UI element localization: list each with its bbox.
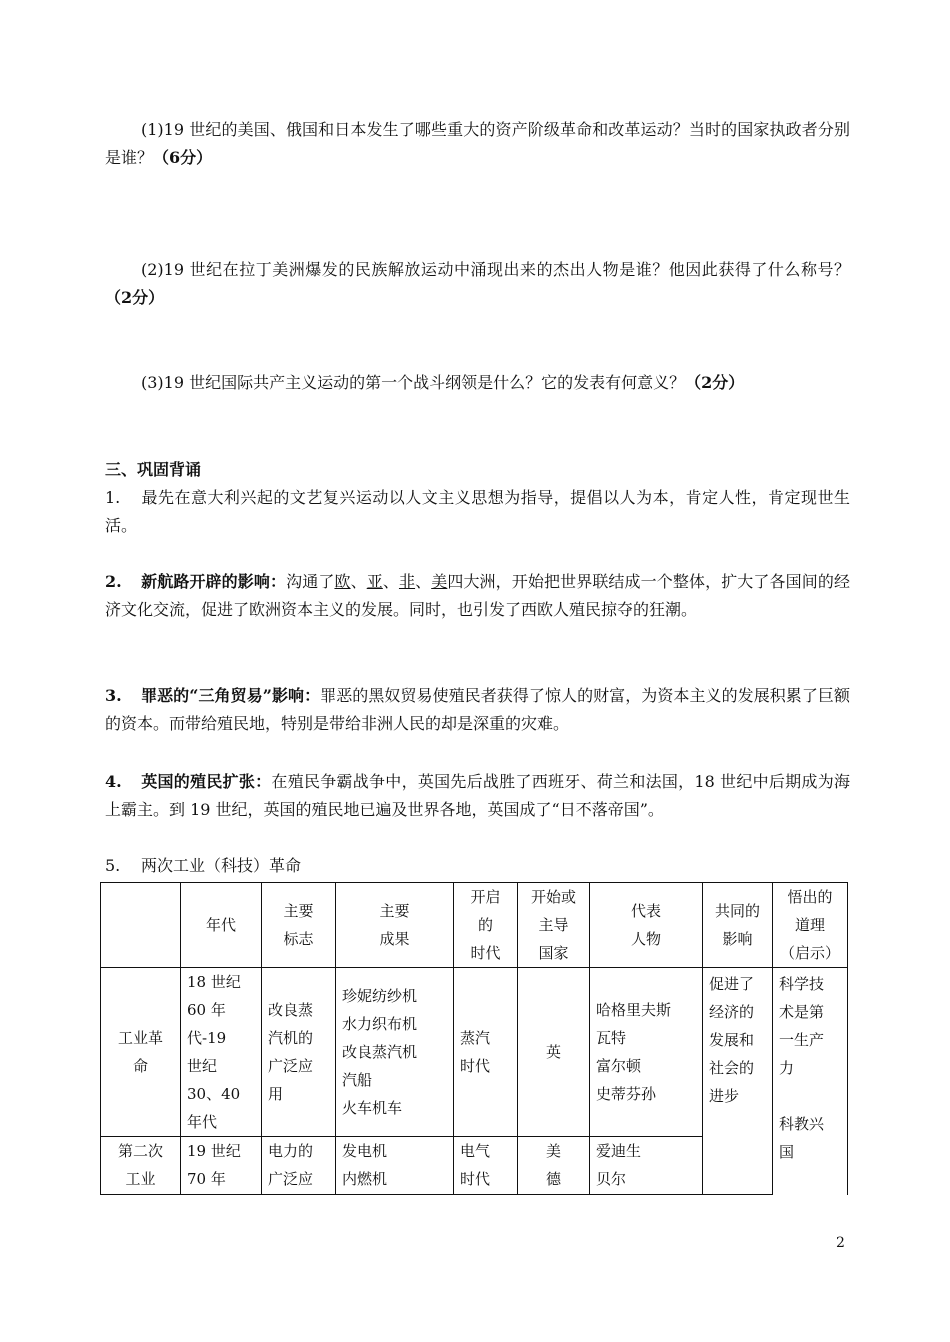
table-row: [101, 968, 848, 1137]
country-cell: 英: [518, 968, 590, 1137]
mark-cell: 改良蒸 汽机的 广泛应 用: [262, 968, 336, 1137]
page-number: 2: [836, 1235, 845, 1251]
header-cell: 开始或 主导 国家: [518, 883, 590, 968]
header-cell: 开启 的 时代: [454, 883, 518, 968]
section-title: 三、巩固背诵: [105, 460, 202, 479]
results-cell: 发电机 内燃机: [336, 1137, 454, 1195]
recite-item-2: 2. 新航路开辟的影响：沟通了欧、亚、非、美四大洲，开始把世界联结成一个整体，扩大了各国间的经济文化交流，促进了欧洲资本主义的发展。同时，也引发了西欧人殖民掠夺的狂潮。: [105, 572, 850, 619]
header-cell: [101, 883, 181, 968]
row-name-cell: 工业革 命: [101, 968, 181, 1137]
age-cell: 蒸汽 时代: [454, 968, 518, 1137]
recite-item-4: 4. 英国的殖民扩张：在殖民争霸战争中，英国先后战胜了西班牙、荷兰和法国，18 世纪中后期成为海上霸主。到 19 世纪，英国的殖民地已遍及世界各地，英国成了“日不落帝国”。: [105, 772, 850, 819]
table-header-row: [101, 883, 848, 968]
question-2: (2)19 世纪在拉丁美洲爆发的民族解放运动中涌现出来的杰出人物是谁？他因此获得了什么称号？（2分）: [105, 260, 850, 307]
header-cell: 共同的 影响: [703, 883, 773, 968]
recite-item-1: 1. 最先在意大利兴起的文艺复兴运动以人文主义思想为指导，提倡以人为本，肯定人性，肯定现世生活。: [105, 488, 850, 535]
era-cell: 18 世纪 60 年 代-19 世纪 30、40 年代: [181, 968, 262, 1137]
header-cell: 主要 标志: [262, 883, 336, 968]
era-cell: 19 世纪 70 年: [181, 1137, 262, 1195]
country-cell: 美 德: [518, 1137, 590, 1195]
common-influence-cell: 促进了 经济的 发展和 社会的 进步: [703, 968, 773, 1195]
mark-cell: 电力的 广泛应: [262, 1137, 336, 1195]
header-cell: 代表 人物: [590, 883, 703, 968]
row-name-cell: 第二次 工业: [101, 1137, 181, 1195]
people-cell: 爱迪生 贝尔: [590, 1137, 703, 1195]
recite-item-3: 3. 罪恶的“三角贸易”影响：罪恶的黑奴贸易使殖民者获得了惊人的财富，为资本主义的发展积累了巨额的资本。而带给殖民地，特别是带给非洲人民的却是深重的灾难。: [105, 686, 850, 733]
people-cell: 哈格里夫斯 瓦特 富尔顿 史蒂芬孙: [590, 968, 703, 1137]
header-cell: 主要 成果: [336, 883, 454, 968]
age-cell: 电气 时代: [454, 1137, 518, 1195]
industrial-revolution-table: [100, 882, 848, 1195]
header-cell: 悟出的 道理 （启示）: [773, 883, 848, 968]
header-cell: 年代: [181, 883, 262, 968]
lesson-cell: 科学技 术是第 一生产 力 科教兴 国: [773, 968, 848, 1195]
recite-item-5: 5. 两次工业（科技）革命: [105, 856, 302, 875]
question-3: (3)19 世纪国际共产主义运动的第一个战斗纲领是什么？它的发表有何意义？（2分）: [141, 373, 745, 392]
question-1: (1)19 世纪的美国、俄国和日本发生了哪些重大的资产阶级革命和改革运动？当时的国家执政者分别是谁？（6分）: [105, 120, 850, 167]
results-cell: 珍妮纺纱机 水力织布机 改良蒸汽机 汽船 火车机车: [336, 968, 454, 1137]
